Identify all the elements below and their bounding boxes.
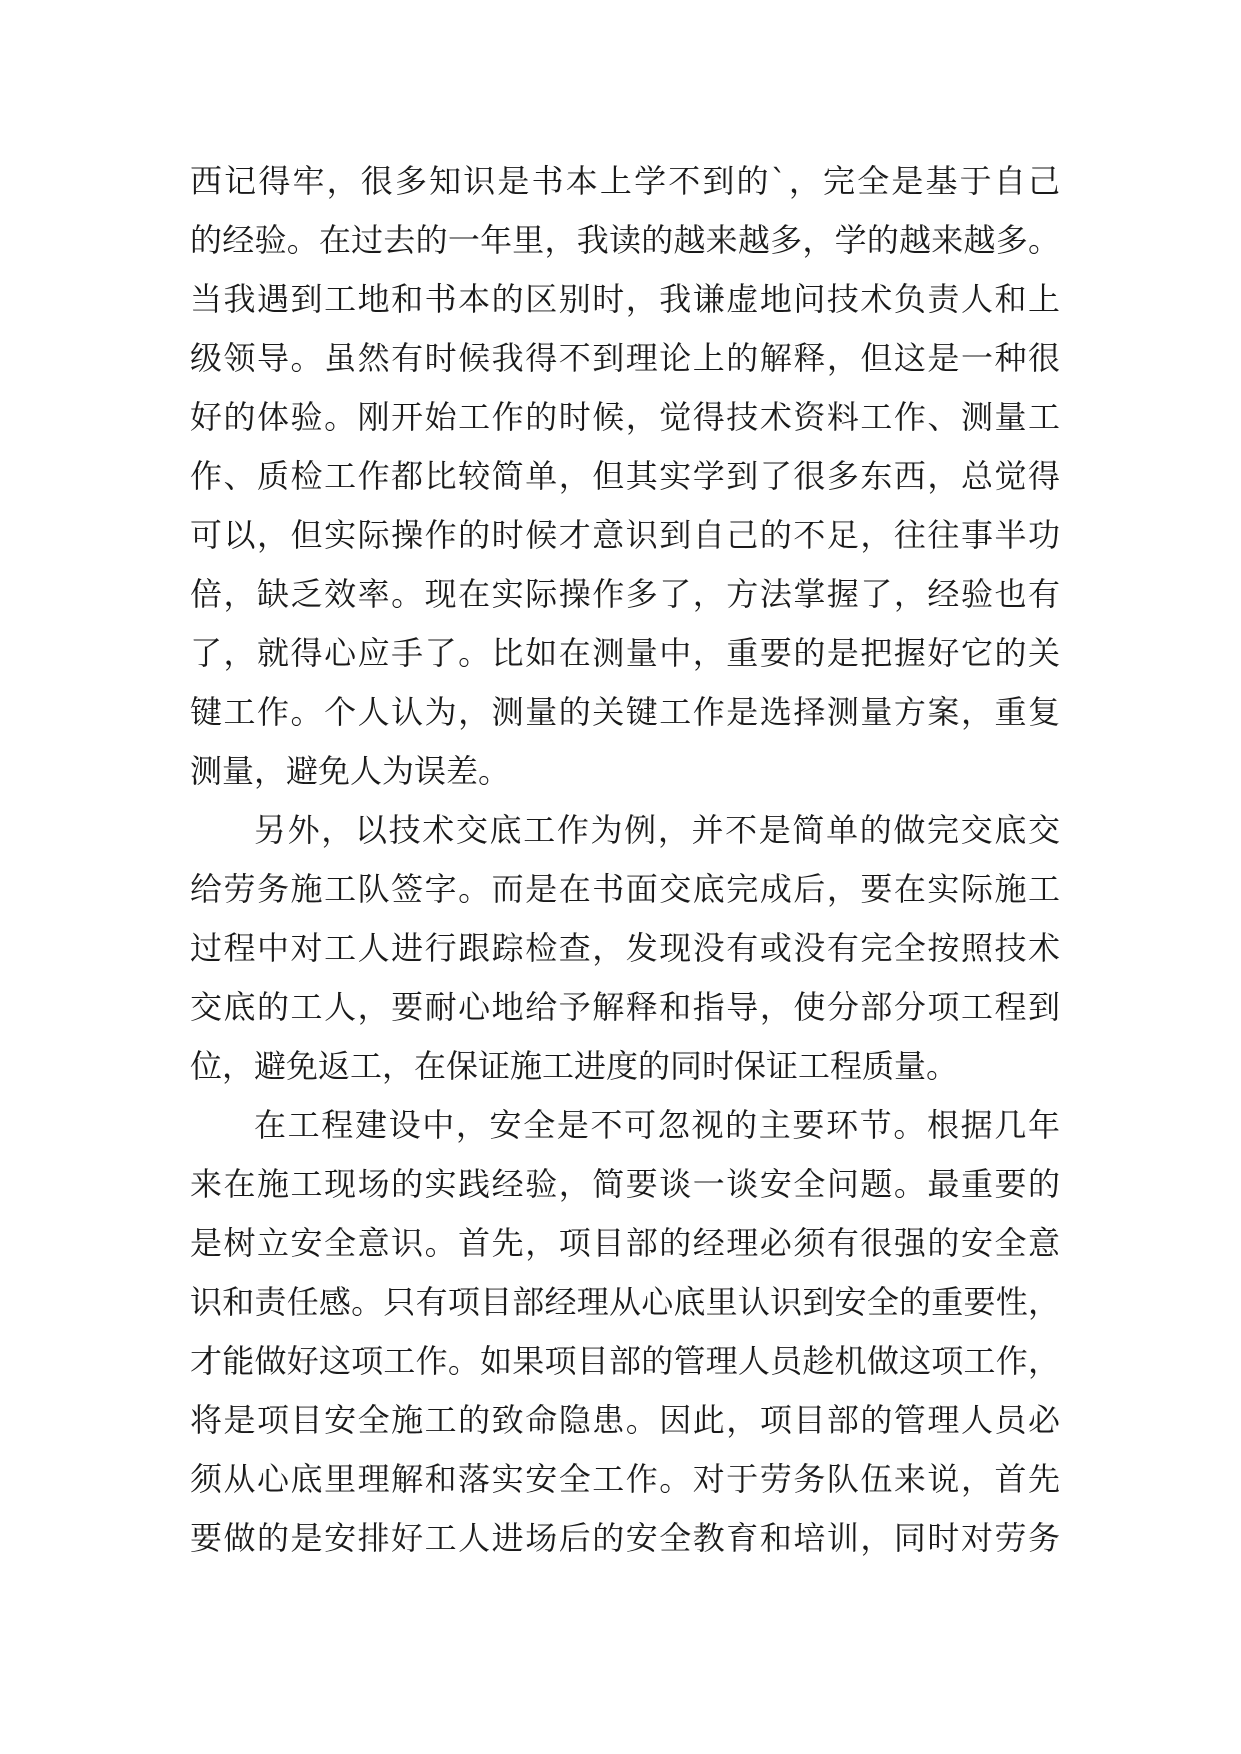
- text-line: 须从心底里理解和落实安全工作。对于劳务队伍来说，首先: [190, 1460, 1060, 1498]
- text-line: 了，就得心应手了。比如在测量中，重要的是把握好它的关: [190, 634, 1060, 672]
- paragraph-1: [190, 152, 1060, 801]
- text-line: 西记得牢，很多知识是书本上学不到的`，完全是基于自己: [190, 162, 1060, 200]
- text-line: 另外，以技术交底工作为例，并不是简单的做完交底交: [254, 811, 1060, 849]
- paragraph-3: [190, 1096, 1060, 1568]
- text-line: 键工作。个人认为，测量的关键工作是选择测量方案，重复: [190, 693, 1060, 731]
- text-line: 的经验。在过去的一年里，我读的越来越多，学的越来越多。: [190, 221, 1060, 259]
- text-line: 是树立安全意识。首先，项目部的经理必须有很强的安全意: [190, 1224, 1060, 1262]
- paragraph-2: [190, 801, 1060, 1096]
- text-line: 当我遇到工地和书本的区别时，我谦虚地问技术负责人和上: [190, 280, 1060, 318]
- text-line: 要做的是安排好工人进场后的安全教育和培训，同时对劳务: [190, 1519, 1060, 1557]
- body-text: [190, 152, 1060, 1568]
- text-line: 将是项目安全施工的致命隐患。因此，项目部的管理人员必: [190, 1401, 1060, 1439]
- text-line: 交底的工人，要耐心地给予解释和指导，使分部分项工程到: [190, 988, 1060, 1026]
- text-line: 可以，但实际操作的时候才意识到自己的不足，往往事半功: [190, 516, 1060, 554]
- text-line: 来在施工现场的实践经验，简要谈一谈安全问题。最重要的: [190, 1165, 1060, 1203]
- text-line: 好的体验。刚开始工作的时候，觉得技术资料工作、测量工: [190, 398, 1060, 436]
- text-line: 给劳务施工队签字。而是在书面交底完成后，要在实际施工: [190, 870, 1060, 908]
- text-line: 识和责任感。只有项目部经理从心底里认识到安全的重要性，: [190, 1283, 1060, 1321]
- text-line: 测量，避免人为误差。: [190, 752, 511, 790]
- text-line: 级领导。虽然有时候我得不到理论上的解释，但这是一种很: [190, 339, 1060, 377]
- text-line: 才能做好这项工作。如果项目部的管理人员趁机做这项工作，: [190, 1342, 1060, 1380]
- text-line: 在工程建设中，安全是不可忽视的主要环节。根据几年: [254, 1106, 1060, 1144]
- text-line: 过程中对工人进行跟踪检查，发现没有或没有完全按照技术: [190, 929, 1060, 967]
- text-line: 倍，缺乏效率。现在实际操作多了，方法掌握了，经验也有: [190, 575, 1060, 613]
- text-line: 作、质检工作都比较简单，但其实学到了很多东西，总觉得: [190, 457, 1060, 495]
- text-line: 位，避免返工，在保证施工进度的同时保证工程质量。: [190, 1047, 959, 1085]
